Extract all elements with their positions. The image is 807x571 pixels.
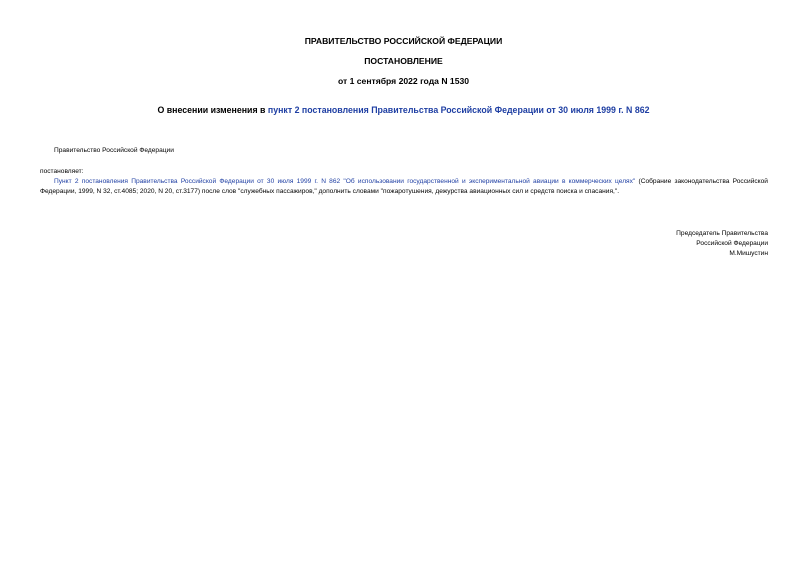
- resolution-paragraph: [40, 177, 768, 197]
- document-type: ПОСТАНОВЛЕНИЕ: [364, 56, 443, 66]
- signature-position: Председатель Правительства: [676, 230, 768, 237]
- paragraph-text: (Собрание законодательства Российской Федерации, 1999, N 32, ст.4085; 2020, N 20, ст.3177) после слов "служебных пассажиров," дополнить словами "пожаротушения, дежурства авиационных сил и средств поиска и спасания,".: [40, 178, 768, 195]
- issuing-authority: Правительство Российской Федерации: [54, 147, 174, 154]
- decrees-word: постановляет:: [40, 168, 84, 175]
- government-title: ПРАВИТЕЛЬСТВО РОССИЙСКОЙ ФЕДЕРАЦИИ: [304, 36, 503, 46]
- document-subject: [0, 105, 807, 116]
- subject-link[interactable]: пункт 2 постановления Правительства Российской Федерации от 30 июля 1999 г. N 862: [267, 105, 650, 115]
- subject-prefix: О внесении изменения в: [157, 105, 268, 115]
- paragraph-link[interactable]: Пункт 2 постановления Правительства Российской Федерации от 30 июля 1999 г. N 862 "Об использовании государственной и экспериментальной авиации в коммерческих целях": [54, 178, 636, 185]
- signature-name: М.Мишустин: [729, 250, 768, 257]
- signature-organization: Российской Федерации: [696, 240, 768, 247]
- document-date-number: от 1 сентября 2022 года N 1530: [337, 76, 470, 86]
